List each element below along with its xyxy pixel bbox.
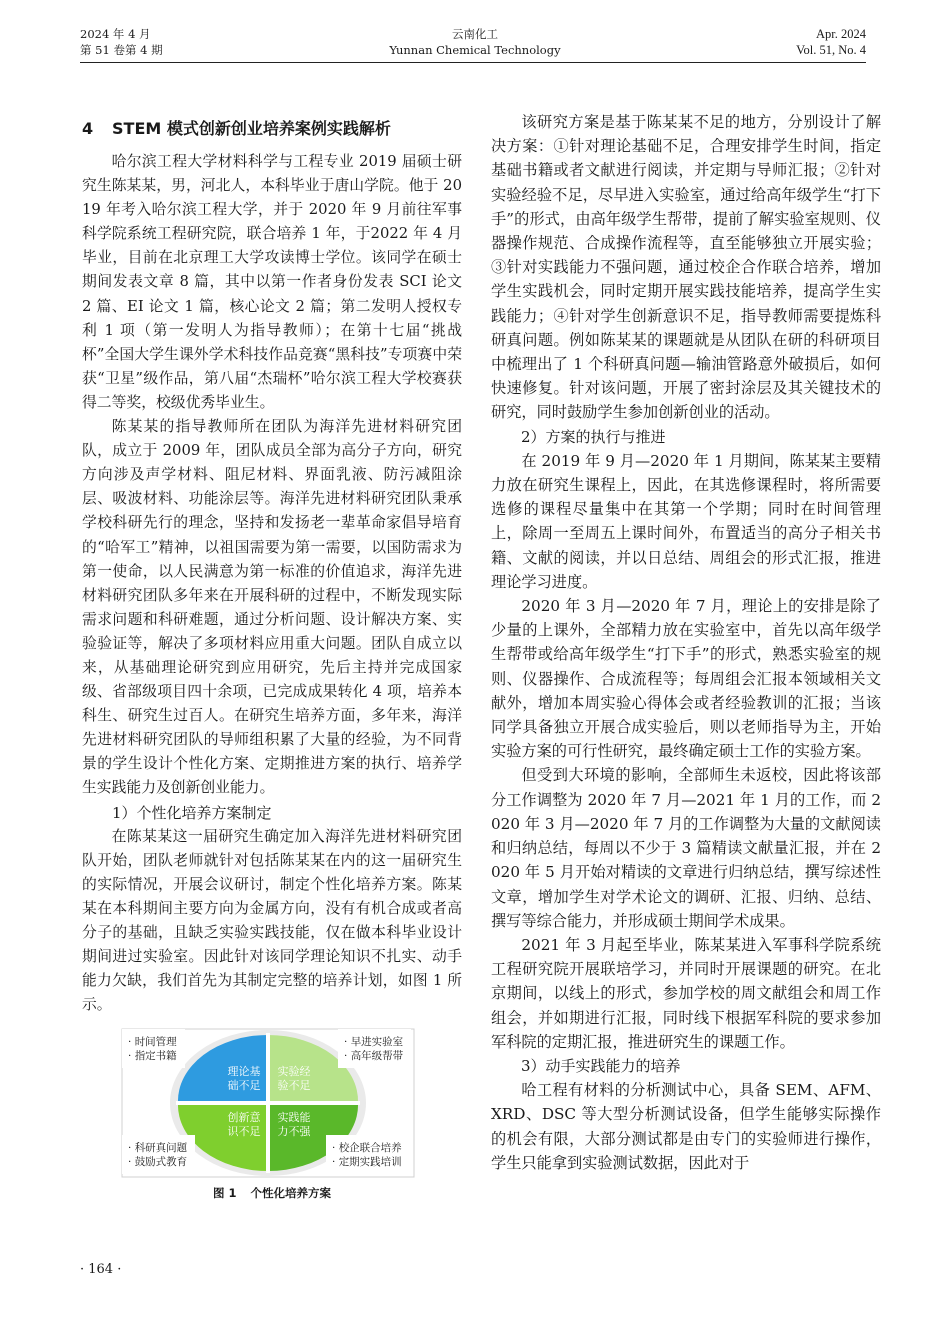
paragraph-joint-training: 2021 年 3 月起至毕业，陈某某进入军事科学院系统工程研究院开展联培学习，并同时开展课题的研究。在北京期间，以线上的形式，参加学校的周文献组会和周工作组会，并如期进行汇报，同时线下根据军科院的要求参加军科院的定期汇报，推进研究生的课题工作。	[491, 935, 881, 1051]
subheading-execution: 2）方案的执行与推进	[521, 427, 666, 446]
paragraph-research-team: 陈某某的指导教师所在团队为海洋先进材料研究团队，成立于 2009 年，团队成员全部为高分子方向，研究方向涉及声学材料、阻尼材料、界面乳液、防污减阻涂层、吸波材料、功能涂层等。海洋先进材料研究团队秉承学校科研先行的理念，坚持和发扬老一辈革命家倡导培育的“哈军工”精神，以祖国需要为第一需要，以国防需求为第一使命，以人民满意为第一标准的价值追求，海洋先进材料研究团队多年来在开展科研的过程中，不断发现实际需求问题和科研难题，通过分析问题、设计解决方案、实验验证等，解决了多项材料应用重大问题。团队自成立以来，从基础理论研究到应用研究，先后主持并完成国家级、省部级项目四十余项，已完成成果转化 4 项，培养本科生、研究生过百人。在研究生培养方面，多年来，海洋先进材料研究团队的导师组积累了大量的经验，为不同背景的学生设计个性化方案、定期推进方案的执行、培养学生实践能力及创新创业能力。	[82, 418, 462, 797]
page-number: · 164 ·	[80, 1262, 122, 1277]
subheading-practice: 3）动手实践能力的培养	[521, 1056, 681, 1075]
note-item: · 早进实验室	[344, 1035, 403, 1049]
caption-text: 个性化培养方案	[250, 1186, 331, 1201]
section-heading	[82, 116, 462, 142]
section-number: 4	[82, 119, 94, 138]
header-volume-en: Vol. 51, No. 4	[796, 43, 866, 57]
note-bottom-left	[122, 1135, 195, 1174]
label-theory: 理论基础不足	[227, 1065, 261, 1093]
paragraph-solutions: 该研究方案是基于陈某某不足的地方，分别设计了解决方案：①针对理论基础不足，合理安排学生时间，指定基础书籍或者文献进行阅读，并定期与导师汇报；②针对实验经验不足，尽早进入实验室，通过给高年级学生“打下手”的形式，由高年级学生帮带，提前了解实验室规则、仪器操作规范、合成操作流程等，直至能够独立开展实验；③针对实践能力不强问题，通过校企合作联合培养，增加学生实践机会，同时定期开展实践技能培养，提高学生实践能力；④针对学生创新意识不足，指导教师需要提炼科研真问题。例如陈某某的课题就是从团队在研的科研项目中梳理出了 1 个科研真问题—输油管路意外破损后，如何快速修复。针对该问题，开展了密封涂层及其关键技术的研究，同时鼓励学生参加创新创业的活动。	[491, 113, 881, 422]
subheading-personalized-plan: 1）个性化培养方案制定	[112, 803, 272, 822]
header-date-cn: 2024 年 4 月	[80, 27, 151, 41]
note-item: · 时间管理	[128, 1035, 177, 1049]
paragraph-first-semester: 在 2019 年 9 月—2020 年 1 月期间，陈某某主要精力放在研究生课程上，因此，在其选修课程时，将所需要选修的课程尽量集中在其第一个学期；同时在时间管理上，除周一至周五上课时间外，布置适当的高分子相关书籍、文献的阅读，并以日总结、周组会的形式汇报，推进理论学习进度。	[491, 451, 881, 591]
note-item: · 科研真问题	[128, 1141, 187, 1155]
left-column	[82, 104, 462, 1201]
note-top-right	[338, 1029, 411, 1068]
figure-training-plan	[120, 1027, 416, 1179]
paragraph-plan-design: 在陈某某这一届研究生确定加入海洋先进材料研究团队开始，团队老师就针对包括陈某某在内的这一届研究生的实际情况，开展会议研讨，制定个性化培养方案。陈某某在本科期间主要方向为金属方向，没有有机合成或者高分子的基础，且缺乏实验实践技能，仅在做本科毕业设计期间进过实验室。因此针对该同学理论知识不扎实、动手能力欠缺，我们首先为其制定完整的培养计划，如图 1 所示。	[82, 827, 462, 1014]
figure-caption	[82, 1185, 462, 1201]
header-divider	[80, 62, 866, 63]
header-issue-en	[796, 26, 866, 58]
paragraph-student-profile: 哈尔滨工程大学材料科学与工程专业 2019 届硕士研究生陈某某，男，河北人，本科毕业于唐山学院。他于 2019 年考入哈尔滨工程大学，并于 2020 年 9 月前往军事科学院系统工程研究院，联合培养 1 年，于2022 年 4 月毕业，目前在北京理工大学攻读博士学位。该同学在硕士期间发表文章 8 篇，其中以第一作者身份发表 SCI 论文 2 篇、EI 论文 1 篇，核心论文 2 篇；第二发明人授权专利 1 项（第一发明人为指导教师）；在第十七届“挑战杯”全国大学生课外学术科技作品竞赛“黑科技”专项赛中荣获“卫星”级作品，第八届“杰瑞杯”哈尔滨工程大学校赛获得二等奖，校级优秀毕业生。	[82, 153, 462, 411]
header-journal-en: Yunnan Chemical Technology	[389, 43, 561, 57]
paragraph-adjustment: 但受到大环境的影响，全部师生未返校，因此将该部分工作调整为 2020 年 7 月—2021 年 1 月的工作，而 2020 年 3 月—2020 年 7 月的工作调整为大量的文献阅读和归纳总结，每周以不少于 3 篇精读文献量汇报，并在 2020 年 5 月开始对精读的文章进行归纳总结，撰写综述性文章，增加学生对学术论文的调研、汇报、归纳、总结、撰写等综合能力，并形成硕士期间学术成果。	[491, 766, 881, 930]
header-journal-cn: 云南化工	[452, 27, 498, 41]
note-item: · 指定书籍	[128, 1049, 177, 1063]
header-volume-cn: 第 51 卷第 4 期	[80, 43, 163, 57]
section-title: STEM 模式创新创业培养案例实践解析	[112, 119, 391, 138]
header-date-en: Apr. 2024	[816, 27, 866, 41]
caption-label: 图 1	[212, 1186, 237, 1201]
paragraph-testing-center: 哈工程有材料的分析测试中心，具备 SEM、AFM、XRD、DSC 等大型分析测试设备，但学生能够实际操作的机会有限，大部分测试都是由专门的实验师进行操作，学生只能拿到实验测试数据，因此对于	[491, 1081, 881, 1172]
note-item: · 高年级帮带	[344, 1049, 403, 1063]
note-item: · 校企联合培养	[332, 1141, 402, 1155]
note-top-left	[122, 1029, 185, 1068]
right-column	[491, 110, 881, 1175]
paragraph-lab-phase: 2020 年 3 月—2020 年 7 月，理论上的安排是除了少量的上课外，全部精力放在实验室中，首先以高年级学生帮带或给高年级学生“打下手”的形式，熟悉实验室的规则、仪器操作、合成流程等；每周组会汇报本领域相关文献外，增加本周实验心得体会或者经验教训的汇报；当该同学具备独立开展合成实验后，则以老师指导为主，开始实验方案的可行性研究，最终确定硕士工作的实验方案。	[491, 597, 881, 761]
label-innovation: 创新意识不足	[227, 1111, 261, 1139]
note-bottom-right	[326, 1135, 410, 1174]
label-experiment: 实验经验不足	[277, 1065, 311, 1093]
label-practice: 实践能力不强	[277, 1111, 311, 1139]
note-item: · 定期实践培训	[332, 1155, 402, 1169]
note-item: · 鼓励式教育	[128, 1155, 187, 1169]
